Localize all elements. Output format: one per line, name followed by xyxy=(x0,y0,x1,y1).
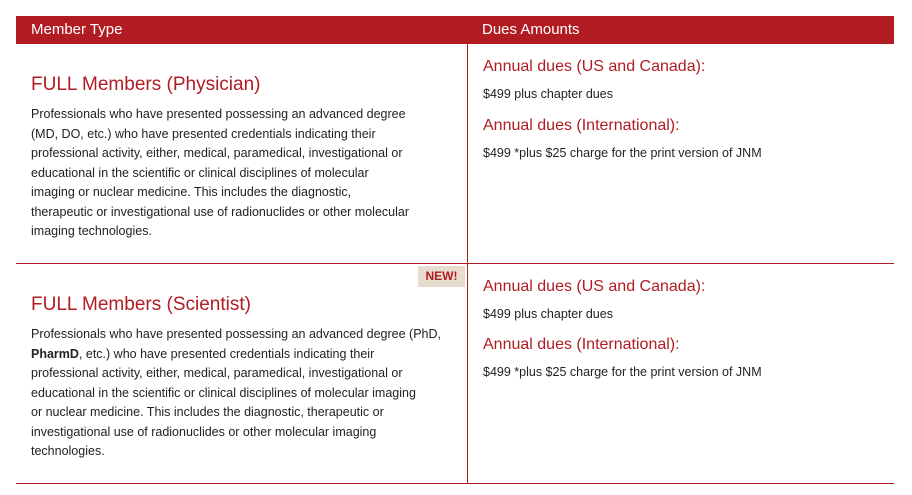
dues-value-us-canada: $499 plus chapter dues xyxy=(483,307,613,321)
table-header xyxy=(16,16,894,44)
member-type-title: FULL Members (Physician) xyxy=(31,74,261,95)
desc-line: therapeutic or investigational use of radionuclides or other molecular xyxy=(31,204,409,219)
desc-line: investigational use of radionuclides or other molecular imaging xyxy=(31,424,377,439)
pharmd-bold-text: PharmD xyxy=(31,346,79,361)
member-type-description xyxy=(31,105,409,242)
dues-label-us-canada: Annual dues (US and Canada): xyxy=(483,278,706,295)
dues-label-international: Annual dues (International): xyxy=(483,336,680,353)
desc-line: Professionals who have presented possessing an advanced degree xyxy=(31,107,406,121)
table-row-physician xyxy=(16,44,894,264)
dues-value-international: $499 *plus $25 charge for the print version of JNM xyxy=(483,146,762,160)
table-row-scientist xyxy=(16,264,894,484)
dues-label-international: Annual dues (International): xyxy=(483,117,680,134)
desc-line: professional activity, either, medical, paramedical, investigational or xyxy=(31,146,403,160)
desc-line: educational in the scientific or clinical disciplines of molecular xyxy=(31,165,369,180)
member-type-title: FULL Members (Scientist) xyxy=(31,294,251,315)
dues-amounts-header: Dues Amounts xyxy=(482,21,580,38)
dues-value-us-canada: $499 plus chapter dues xyxy=(483,87,613,101)
desc-line: imaging or nuclear medicine. This includes the diagnostic, xyxy=(31,185,352,199)
member-type-header: Member Type xyxy=(31,21,123,38)
column-divider xyxy=(467,264,468,483)
member-type-description xyxy=(31,325,441,462)
desc-line: or nuclear medicine. This includes the diagnostic, therapeutic or xyxy=(31,405,384,419)
desc-line: (MD, DO, etc.) who have presented credentials indicating their xyxy=(31,126,376,141)
desc-line: imaging technologies. xyxy=(31,224,152,238)
new-badge: NEW! xyxy=(418,266,465,287)
desc-line: technologies. xyxy=(31,444,105,458)
desc-line xyxy=(31,345,441,365)
column-divider xyxy=(467,44,468,263)
desc-line: educational in the scientific or clinical disciplines of molecular imaging xyxy=(31,385,416,400)
desc-line-text: , etc.) who have presented credentials indicating their xyxy=(78,346,375,361)
membership-dues-table xyxy=(16,16,894,484)
dues-label-us-canada: Annual dues (US and Canada): xyxy=(483,58,706,75)
desc-line: Professionals who have presented possessing an advanced degree (PhD, xyxy=(31,327,441,341)
dues-value-international: $499 *plus $25 charge for the print version of JNM xyxy=(483,365,762,379)
desc-line: professional activity, either, medical, paramedical, investigational or xyxy=(31,366,403,380)
